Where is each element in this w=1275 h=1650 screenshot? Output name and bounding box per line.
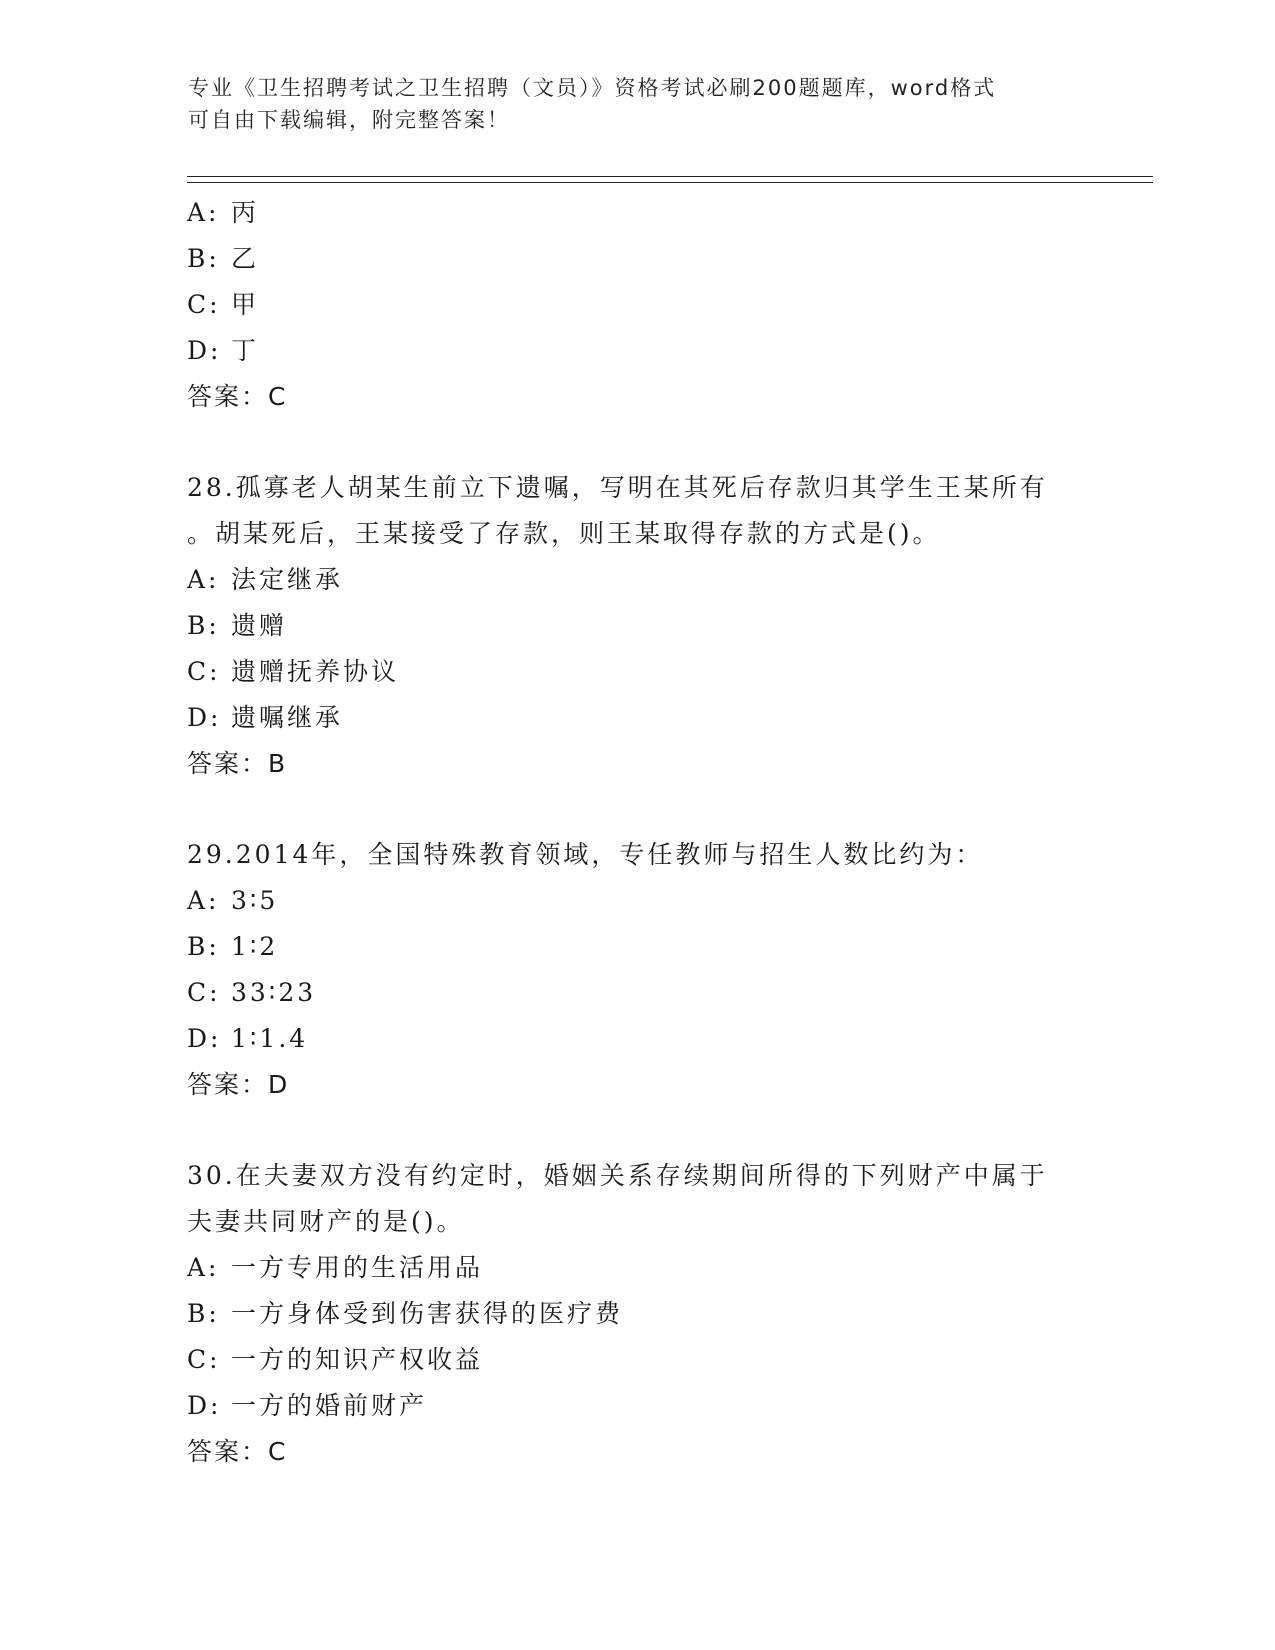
option-c — [187, 970, 1107, 1016]
option-letter: D: — [187, 336, 222, 365]
answer-line: 答案：B — [187, 749, 288, 778]
question-block-30 — [187, 1153, 1107, 1475]
option-a — [187, 190, 1107, 236]
option-text: 丙 — [231, 198, 260, 227]
answer-line: 答案：C — [187, 382, 288, 411]
option-letter: D: — [187, 703, 222, 732]
option-d — [187, 1383, 1107, 1429]
option-letter: A: — [187, 886, 220, 915]
spacer — [187, 787, 1107, 832]
question-block-continued — [187, 190, 1107, 420]
option-text: 33∶23 — [231, 978, 317, 1007]
option-text: 1∶2 — [231, 932, 279, 961]
header-divider-top — [187, 176, 1153, 177]
header-line-1: 专业《卫生招聘考试之卫生招聘（文员）》资格考试必刷200题题库，word格式 — [188, 76, 997, 100]
option-letter: C: — [187, 290, 221, 319]
option-letter: C: — [187, 978, 221, 1007]
option-text: 一方的婚前财产 — [231, 1391, 428, 1420]
question-text-line: 28.孤寡老人胡某生前立下遗嘱，写明在其死后存款归其学生王某所有 — [187, 473, 1048, 502]
header-divider-bottom — [187, 182, 1153, 183]
option-letter: B: — [187, 611, 220, 640]
question-text-line: 30.在夫妻双方没有约定时，婚姻关系存续期间所得的下列财产中属于 — [187, 1161, 1048, 1190]
option-c — [187, 1337, 1107, 1383]
option-text: 丁 — [231, 336, 260, 365]
option-letter: D: — [187, 1024, 222, 1053]
question-block-28 — [187, 465, 1107, 787]
option-a — [187, 878, 1107, 924]
option-text: 遗嘱继承 — [231, 703, 344, 732]
question-list — [187, 190, 1107, 1475]
question-text-line: 。胡某死后，王某接受了存款，则王某取得存款的方式是()。 — [187, 519, 941, 548]
header-line-2: 可自由下载编辑，附完整答案！ — [188, 108, 510, 132]
option-text: 遗赠 — [231, 611, 288, 640]
option-d — [187, 328, 1107, 374]
document-header — [188, 72, 1088, 136]
spacer — [187, 1108, 1107, 1153]
option-b — [187, 924, 1107, 970]
question-text-line: 29.2014年，全国特殊教育领域，专任教师与招生人数比约为： — [187, 840, 984, 869]
option-letter: C: — [187, 657, 221, 686]
option-text: 法定继承 — [231, 565, 344, 594]
option-text: 1∶1.4 — [231, 1024, 309, 1053]
option-text: 甲 — [231, 290, 260, 319]
option-a — [187, 557, 1107, 603]
option-text: 一方专用的生活用品 — [231, 1253, 484, 1282]
option-text: 乙 — [231, 244, 260, 273]
option-text: 一方的知识产权收益 — [231, 1345, 484, 1374]
option-b — [187, 1291, 1107, 1337]
question-text-line: 夫妻共同财产的是()。 — [187, 1207, 465, 1236]
option-text: 一方身体受到伤害获得的医疗费 — [231, 1299, 624, 1328]
option-a — [187, 1245, 1107, 1291]
option-letter: B: — [187, 932, 220, 961]
option-text: 3∶5 — [231, 886, 279, 915]
option-c — [187, 282, 1107, 328]
option-text: 遗赠抚养协议 — [231, 657, 400, 686]
option-b — [187, 603, 1107, 649]
option-letter: B: — [187, 244, 220, 273]
option-b — [187, 236, 1107, 282]
question-block-29 — [187, 832, 1107, 1108]
option-letter: A: — [187, 565, 220, 594]
answer-line: 答案：D — [187, 1070, 290, 1099]
option-letter: B: — [187, 1299, 220, 1328]
option-letter: D: — [187, 1391, 222, 1420]
option-d — [187, 695, 1107, 741]
option-letter: C: — [187, 1345, 221, 1374]
option-c — [187, 649, 1107, 695]
option-letter: A: — [187, 198, 220, 227]
spacer — [187, 420, 1107, 465]
answer-line: 答案：C — [187, 1437, 288, 1466]
option-d — [187, 1016, 1107, 1062]
option-letter: A: — [187, 1253, 220, 1282]
